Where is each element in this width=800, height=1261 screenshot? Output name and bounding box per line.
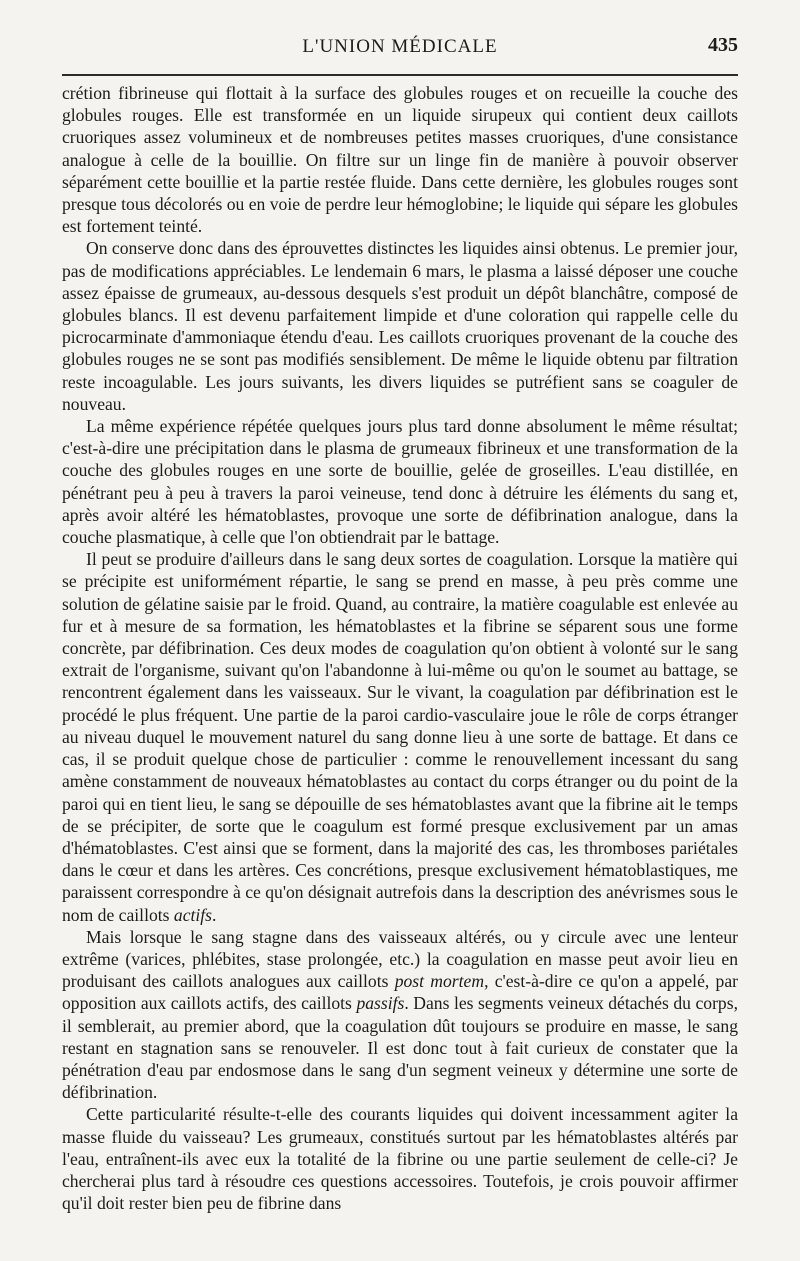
page-number: 435 — [708, 34, 738, 56]
body-text — [62, 82, 738, 1214]
running-title: L'UNION MÉDICALE — [302, 36, 498, 57]
paragraph-5-text-c: . Dans les segments veineux détachés du corps, il semblerait, au premier abord, que la coagulation dût toujours se produire en masse, le sang restant en stagnation sans se renouveler. Il est donc tout à fait curieux de constater que la pénétration d'eau par endosmose dans le sang d'un segment veineux y détermine une sorte de défibrination. — [62, 993, 738, 1103]
header-rule — [62, 74, 738, 76]
paragraph-6: Cette particularité résulte-t-elle des courants liquides qui doivent incessamment agiter la masse fluide du vaisseau? Les grumeaux, constitués surtout par les hématoblastes altérés par l'eau, entraînent-ils avec eux la totalité de la fibrine ou une partie seulement de celle-ci? Je chercherai plus tard à résoudre ces questions accessoires. Toutefois, je crois pouvoir affirmer qu'il doit rester bien peu de fibrine dans — [62, 1104, 738, 1214]
paragraph-4: Il peut se produire d'ailleurs dans le sang deux sortes de coagulation. Lorsque la matière qui se précipite est uniformément répartie, le sang se prend en masse, à peu près comme une solution de gélatine saisie par le froid. Quand, au contraire, la matière coagulable est enlevée au fur et à mesure de sa formation, les hématoblastes et la fibrine se séparent sous une forme concrète, par défibrination. Ces deux modes de coagulation qu'on obtient à volonté sur le sang extrait de l'organisme, suivant qu'on l'abandonne à lui-même ou qu'on le soumet au battage, se rencontrent également dans les vaisseaux. Sur le vivant, la coagulation par défibrination est le procédé le plus fréquent. Une partie de la paroi cardio-vasculaire joue le rôle de corps étranger au niveau duquel le mouvement naturel du sang donne lieu à une sorte de battage. Et dans ce cas, il se produit quelque chose de particulier : comme le renouvellement incessant du sang amène constamment de nouveaux hématoblastes au contact du corps étranger ou du point de la paroi qui en tient lieu, le sang se dépouille de ses hématoblastes avant que la fibrine ait le temps de se précipiter, de sorte que le coagulum est formé presque exclusivement par un amas d'hématoblastes. C'est ainsi que se forment, dans la majorité des cas, les thromboses pariétales dans le cœur et dans les artères. Ces concrétions, presque exclusivement hématoblastiques, me paraissent correspondre à ce qu'on désignait autrefois dans la description des anévrismes sous le nom de caillots actifs. — [62, 549, 738, 925]
italic-actifs: actifs — [173, 904, 213, 925]
paragraph-5-text-a: Mais lorsque le sang stagne dans des vaisseaux altérés, ou y circule avec une lenteur extrême (varices, phlébites, stase prolongée, etc.) la coagulation en masse peut avoir lieu en produisant des caillots analogues aux caillots — [62, 926, 738, 992]
paragraph-4-text: Il peut se produire d'ailleurs dans le sang deux sortes de coagulation. Lorsque la matière qui se précipite est uniformément répartie, le sang se prend en masse, à peu près comme une solution de gélatine saisie par le froid. Quand, au contraire, la matière coagulable est enlevée au fur et à mesure de sa formation, les hématoblastes et la fibrine se séparent sous une forme concrète, par défibrination. Ces deux modes de coagulation qu'on obtient à volonté sur le sang extrait de l'organisme, suivant qu'on l'abandonne à lui-même ou qu'on le soumet au battage, se rencontrent également dans les vaisseaux. Sur le vivant, la coagulation par défibrination est le procédé le plus fréquent. Une partie de la paroi cardio-vasculaire joue le rôle de corps étranger au niveau duquel le mouvement naturel du sang donne lieu à une sorte de battage. Et dans ce cas, il se produit quelque chose de particulier : comme le renouvellement incessant du sang amène constamment de nouveaux hématoblastes au contact du corps étranger ou du point de la paroi qui en tient lieu, le sang se dépouille de ses hématoblastes avant que la fibrine ait le temps de se précipiter, de sorte que le coagulum est formé presque exclusivement par un amas d'hématoblastes. C'est ainsi que se forment, dans la majorité des cas, les thromboses pariétales dans le cœur et dans les artères. Ces concrétions, presque exclusivement hématoblastiques, me paraissent correspondre à ce qu'on désignait autrefois dans la description des anévrismes sous le nom de caillots — [62, 549, 738, 925]
paragraph-1: crétion fibrineuse qui flottait à la surface des globules rouges et on recueille la couche des globules rouges. Elle est transformée en un liquide sirupeux qui contient deux caillots cruoriques assez volumineux et de nombreuses petites masses cruoriques, d'une consistance analogue à celle de la bouillie. On filtre sur un linge fin de manière à pouvoir observer séparément cette bouillie et la partie restée fluide. Dans cette dernière, les globules rouges sont presque tous décolorés ou en voie de perdre leur hémoglobine; le liquide qui sépare les globules est fortement teinté. — [62, 83, 738, 237]
italic-post-mortem: post mortem — [394, 971, 485, 992]
italic-passifs: passifs — [356, 993, 405, 1014]
paragraph-5 — [62, 926, 738, 1104]
paragraph-3: La même expérience répétée quelques jours plus tard donne absolument le même résultat; c'est-à-dire une précipitation dans le plasma de grumeaux fibrineux et une transformation de la couche des globules rouges en une sorte de bouillie, gelée de groseilles. L'eau distillée, en pénétrant peu à peu à travers la paroi veineuse, tend donc à détruire les éléments du sang et, après avoir altéré les hématoblastes, provoque une sorte de défibrination analogue, dans la couche plasmatique, à celle que l'on obtiendrait par le battage. — [62, 416, 738, 548]
running-head — [62, 28, 738, 64]
paragraph-2: On conserve donc dans des éprouvettes distinctes les liquides ainsi obtenus. Le premier jour, pas de modifications appréciables. Le lendemain 6 mars, le plasma a laissé déposer une couche assez épaisse de grumeaux, au-dessous desquels s'est produit un dépôt blanchâtre, composé de globules blancs. Il est devenu parfaitement limpide et d'une coloration qui rappelle celle du picrocarminate d'ammoniaque étendu d'eau. Les caillots cruoriques provenant de la couche des globules rouges ne se sont pas modifiés sensiblement. De même le liquide obtenu par filtration reste incoagulable. Les jours suivants, les divers liquides se putréfient sans se coaguler de nouveau. — [62, 238, 738, 414]
paragraph-5-text-b: , c'est-à-dire ce qu'on a appelé, par opposition aux caillots actifs, des caillots — [62, 971, 739, 1014]
